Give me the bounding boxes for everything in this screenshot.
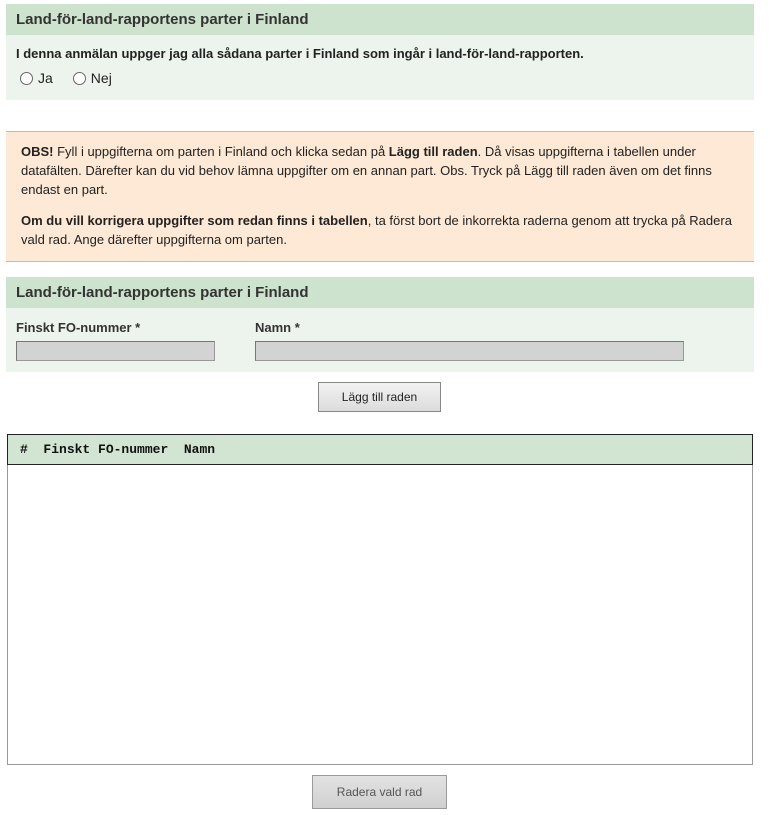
fo-number-input[interactable] [16,341,215,361]
parties-table[interactable] [7,434,753,765]
column-header-index: # [20,442,28,457]
notice-text: Fyll i uppgifterna om parten i Finland och klicka sedan på [53,144,389,159]
name-input[interactable] [255,341,684,361]
notice-paragraph-2 [21,211,740,249]
party-entry-panel [6,277,754,372]
add-row-button[interactable]: Lägg till raden [318,382,441,412]
name-label: Namn * [255,320,300,335]
delete-selected-row-button[interactable]: Radera vald rad [312,775,447,809]
radio-ja-label[interactable]: Ja [38,70,53,86]
notice-text: . Då visas uppgifterna i tabellen under datafälten. Därefter kan du vid behov lämna uppgifter om en annan part. Obs. Tryck på Lägg till raden även om det finns endast en part. [21,144,712,197]
fo-number-label: Finskt FO-nummer * [16,320,141,335]
confirmation-question: I denna anmälan uppger jag alla sådana parter i Finland som ingår i land-för-land-rapporten. [16,46,584,61]
radio-ja[interactable] [20,72,33,85]
table-header-row [7,434,753,465]
notice-correction-heading: Om du vill korrigera uppgifter som redan finns i tabellen [21,213,368,228]
radio-nej-label[interactable]: Nej [90,70,112,86]
instruction-notice [6,131,754,262]
notice-text: , ta först bort de inkorrekta raderna genom att trycka på Radera vald rad. Ange därefter uppgifterna om parten. [21,213,732,247]
notice-paragraph-1 [21,142,740,199]
yes-no-radio-group [20,70,132,86]
notice-obs: OBS! [21,144,54,159]
radio-nej[interactable] [73,72,86,85]
party-confirmation-panel [6,4,754,100]
column-header-fo-number: Finskt FO-nummer [43,442,169,457]
section-title: Land-för-land-rapportens parter i Finland [6,4,754,35]
section-title: Land-för-land-rapportens parter i Finland [6,277,754,308]
column-header-name: Namn [183,442,216,457]
notice-add-row-ref: Lägg till raden [388,144,478,159]
